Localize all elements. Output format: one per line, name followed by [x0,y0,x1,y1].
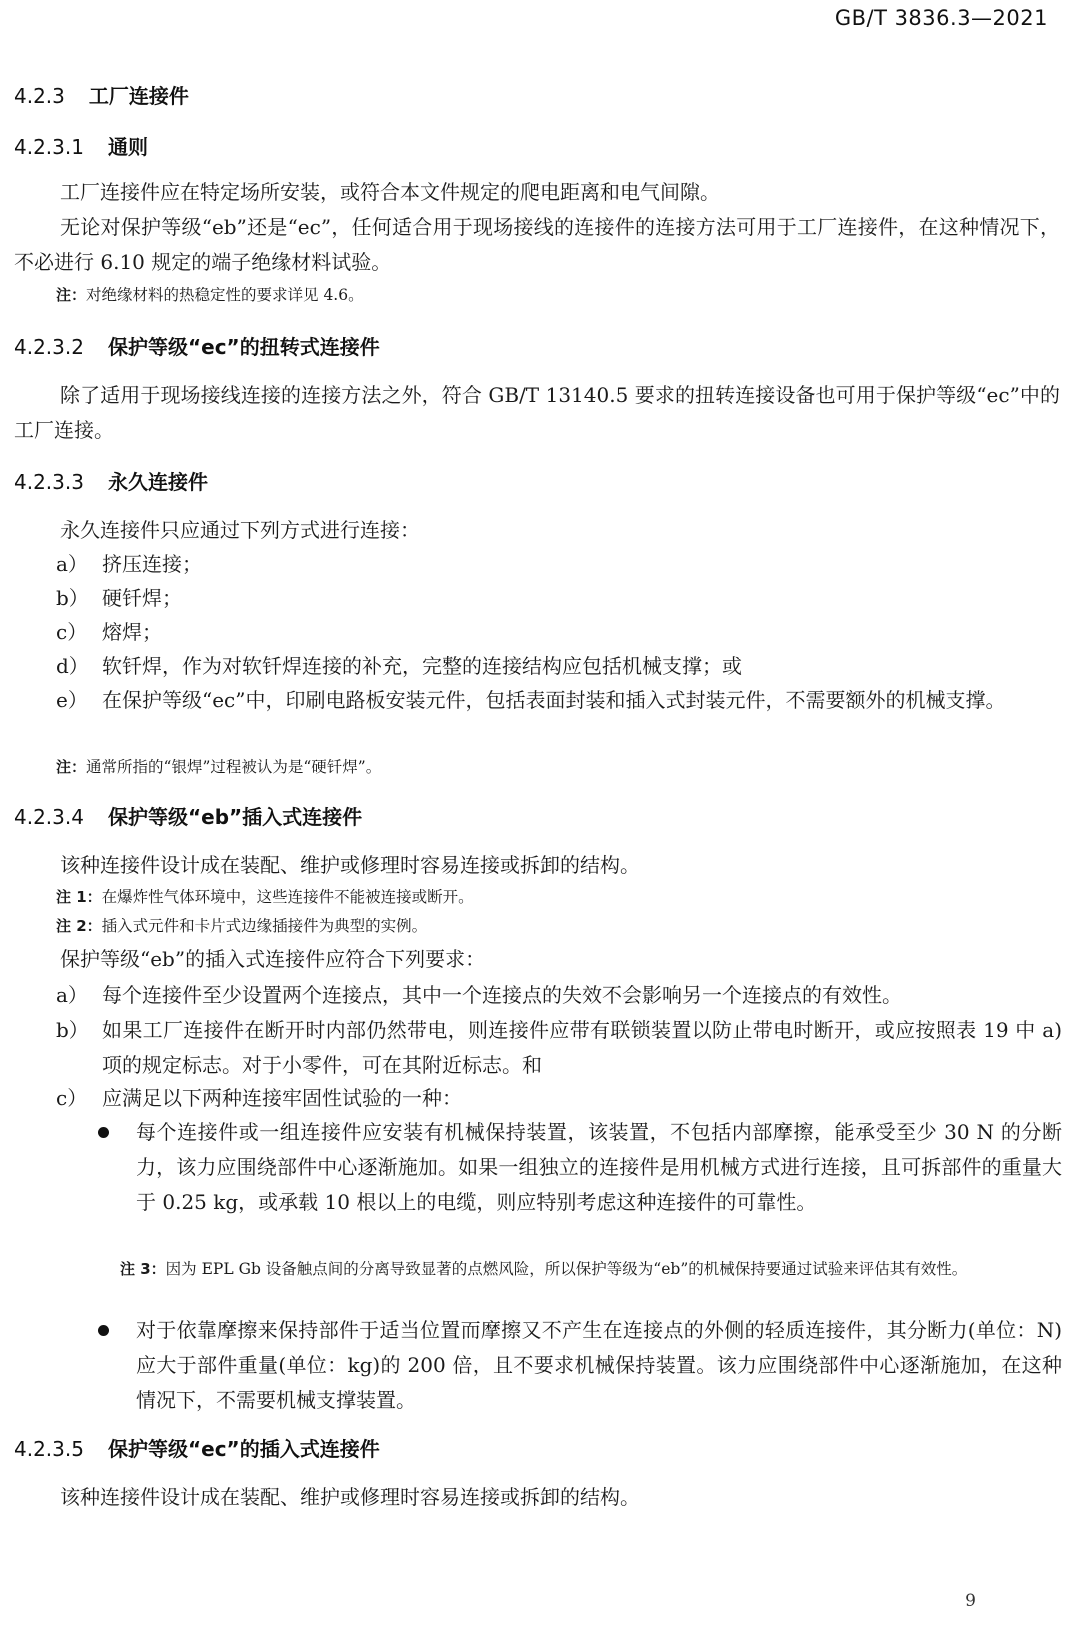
bullet-text: 对于依靠摩擦来保持部件于适当位置而摩擦又不产生在连接点的外侧的轻质连接件，其分断力(单位：N)应大于部件重量(单位：kg)的 200 倍，且不要求机械保持装置。该力应围绕部件中心逐渐施加，在这种情况下，不需要机械支撑装置。 [136,1318,1062,1412]
note-text: 对绝缘材料的热稳定性的要求详见 4.6。 [86,286,364,304]
section-title: 通则 [107,135,148,159]
section-number: 4.2.3 [14,84,65,108]
list-marker: c） [56,620,88,644]
list-marker: b） [56,586,89,610]
section-heading-4-2-3-5 [14,1433,380,1462]
bullet-dot-icon [98,1127,109,1138]
section-heading-4-2-3-4 [14,801,362,830]
note [56,883,1056,912]
paragraph: 保护等级“eb”的插入式连接件应符合下列要求： [60,947,486,971]
note-label: 注： [56,286,87,304]
list-text: 如果工厂连接件在断开时内部仍然带电，则连接件应带有联锁装置以防止带电时断开，或应按照表 19 中 a)项的规定标志。对于小零件，可在其附近标志。和 [102,1018,1062,1077]
section-heading-4-2-3-1 [14,131,148,160]
note-text: 在爆炸性气体环境中，这些连接件不能被连接或断开。 [101,888,474,906]
note-text: 插入式元件和卡片式边缘插接件为典型的实例。 [101,917,428,935]
bullet-item [98,1313,1062,1418]
bullet-text: 每个连接件或一组连接件应安装有机械保持装置，该装置，不包括内部摩擦，能承受至少 30 N 的分断力，该力应围绕部件中心逐渐施加。如果一组独立的连接件是用机械方式进行连接，且可拆部件的重量大于 0.25 kg，或承载 10 根以上的电缆，则应特别考虑这种连接件的可靠性。 [136,1120,1062,1214]
section-title: 保护等级“ec”的插入式连接件 [107,1437,380,1461]
section-number: 4.2.3.5 [14,1437,84,1461]
section-title: 工厂连接件 [88,84,189,108]
section-title: 保护等级“eb”插入式连接件 [107,805,363,829]
page-number: 9 [965,1591,976,1611]
section-heading-4-2-3-3 [14,466,208,495]
paragraph: 工厂连接件应在特定场所安装，或符合本文件规定的爬电距离和电气间隙。 [60,180,720,204]
section-number: 4.2.3.4 [14,805,84,829]
note-label: 注： [56,758,87,776]
bullet-item [98,1115,1062,1220]
paragraph: 除了适用于现场接线连接的连接方法之外，符合 GB/T 13140.5 要求的扭转连接设备也可用于保护等级“ec”中的工厂连接。 [14,383,1060,442]
note [56,753,1056,782]
section-title: 永久连接件 [107,470,208,494]
list-item [56,547,1062,582]
list-marker: d） [56,654,89,678]
list-text: 应满足以下两种连接牢固性试验的一种： [102,1086,462,1110]
paragraph: 该种连接件设计成在装配、维护或修理时容易连接或拆卸的结构。 [60,1485,640,1509]
list-text: 熔焊； [102,620,162,644]
paragraph: 该种连接件设计成在装配、维护或修理时容易连接或拆卸的结构。 [60,853,640,877]
note-text: 通常所指的“银焊”过程被认为是“硬钎焊”。 [86,758,382,776]
list-text: 挤压连接； [102,552,202,576]
note-text: 因为 EPL Gb 设备触点间的分离导致显著的点燃风险，所以保护等级为“eb”的机械保持要通过试验来评估其有效性。 [165,1260,968,1278]
section-number: 4.2.3.1 [14,135,84,159]
paragraph: 无论对保护等级“eb”还是“ec”，任何适合用于现场接线的连接件的连接方法可用于工厂连接件，在这种情况下，不必进行 6.10 规定的端子绝缘材料试验。 [14,215,1060,274]
list-item [56,581,1062,616]
list-item [56,649,1062,684]
list-item [56,1081,1062,1116]
list-marker: e） [56,688,88,712]
list-item [56,1013,1062,1083]
section-number: 4.2.3.3 [14,470,84,494]
list-item [56,615,1062,650]
list-marker: a） [56,983,88,1007]
list-item [56,683,1062,718]
list-text: 每个连接件至少设置两个连接点，其中一个连接点的失效不会影响另一个连接点的有效性。 [102,983,902,1007]
list-item [56,978,1062,1013]
bullet-dot-icon [98,1325,109,1336]
list-marker: b） [56,1018,89,1042]
note [56,912,1056,941]
note-label: 注 2： [56,917,102,935]
note-label: 注 1： [56,888,102,906]
standard-code: GB/T 3836.3—2021 [834,6,1048,30]
note-label: 注 3： [120,1260,166,1278]
section-number: 4.2.3.2 [14,335,84,359]
section-title: 保护等级“ec”的扭转式连接件 [107,335,380,359]
list-text: 在保护等级“ec”中，印刷电路板安装元件，包括表面封装和插入式封装元件，不需要额外的机械支撑。 [102,688,1006,712]
list-marker: c） [56,1086,88,1110]
list-text: 软钎焊，作为对软钎焊连接的补充，完整的连接结构应包括机械支撑；或 [102,654,742,678]
note [120,1255,1060,1284]
section-heading-4-2-3 [14,80,189,109]
note [56,281,1056,310]
list-text: 硬钎焊； [102,586,182,610]
section-heading-4-2-3-2 [14,331,380,360]
list-marker: a） [56,552,88,576]
paragraph: 永久连接件只应通过下列方式进行连接： [60,518,420,542]
